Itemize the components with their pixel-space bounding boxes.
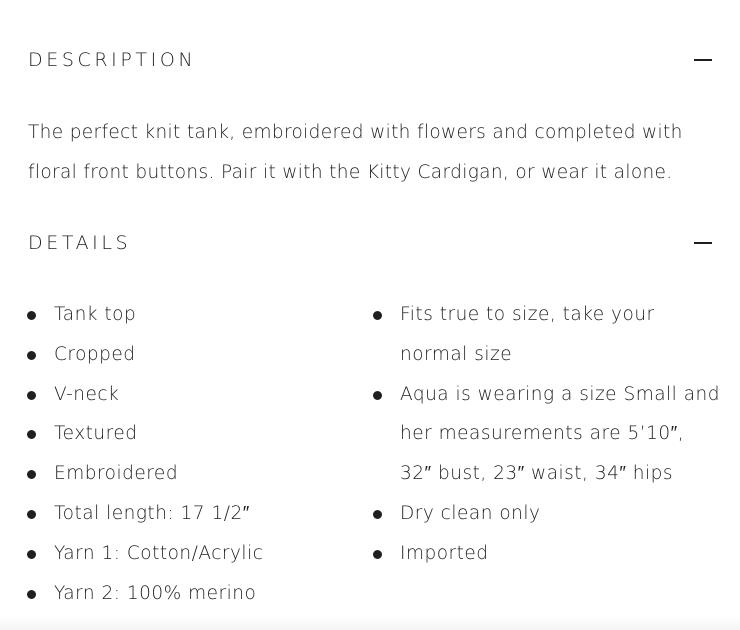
description-title: DESCRIPTION <box>28 49 197 71</box>
list-item: Fits true to size, take your normal size <box>370 295 720 375</box>
details-list-left <box>24 295 354 613</box>
details-list-right <box>370 295 720 574</box>
description-section-header[interactable] <box>28 45 714 75</box>
list-item: Embroidered <box>24 454 354 494</box>
details-title: DETAILS <box>28 232 132 254</box>
list-item: Imported <box>370 534 720 574</box>
collapse-minus-icon[interactable] <box>694 51 712 69</box>
bottom-fade <box>0 616 740 630</box>
description-text: The perfect knit tank, embroidered with flowers and completed with floral front buttons. Pair it with the Kitty Cardigan, or wear it alone. <box>28 122 683 183</box>
list-item: Total length: 17 1/2″ <box>24 494 354 534</box>
list-item: Yarn 1: Cotton/Acrylic <box>24 534 354 574</box>
list-item: Tank top <box>24 295 354 335</box>
list-item: Yarn 2: 100% merino <box>24 574 354 614</box>
list-item: Aqua is wearing a size Small and her measurements are 5’10″, 32″ bust, 23″ waist, 34″ hips <box>370 375 720 494</box>
list-item: Dry clean only <box>370 494 720 534</box>
collapse-minus-icon[interactable] <box>694 234 712 252</box>
list-item: V-neck <box>24 375 354 415</box>
details-section-header[interactable] <box>28 228 714 258</box>
list-item: Cropped <box>24 335 354 375</box>
list-item: Textured <box>24 414 354 454</box>
